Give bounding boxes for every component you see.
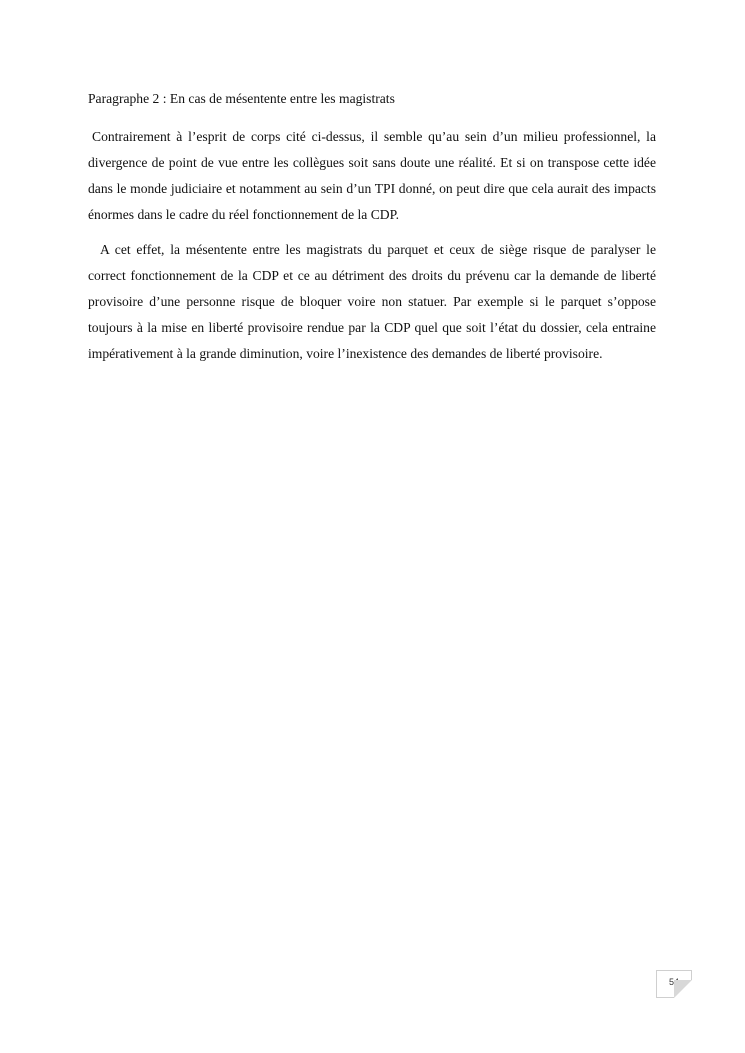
paragraph-1: Contrairement à l’esprit de corps cité ci-dessus, il semble qu’au sein d’un milieu professionnel, la divergence de point de vue entre les collègues soit sans doute une réalité. Et si on transpose cette idée dans le monde judiciaire et notamment au sein d’un TPI donné, on peut dire que cela aurait des impacts énormes dans le cadre du réel fonctionnement de la CDP. (88, 129, 656, 222)
page-corner-fold-icon (674, 980, 692, 998)
page-number-badge (656, 970, 692, 998)
document-body (88, 86, 656, 376)
page-number: 54 (668, 977, 679, 987)
section-heading: Paragraphe 2 : En cas de mésentente entre les magistrats (88, 91, 395, 106)
paragraph-2: A cet effet, la mésentente entre les magistrats du parquet et ceux de siège risque de paralyser le correct fonctionnement de la CDP et ce au détriment des droits du prévenu car la demande de liberté provisoire d’une personne risque de bloquer voire non statuer. Par exemple si le parquet s’oppose toujours à la mise en liberté provisoire rendue par la CDP quel que soit l’état du dossier, cela entraine impérativement à la grande diminution, voire l’inexistence des demandes de liberté provisoire. (88, 242, 656, 361)
